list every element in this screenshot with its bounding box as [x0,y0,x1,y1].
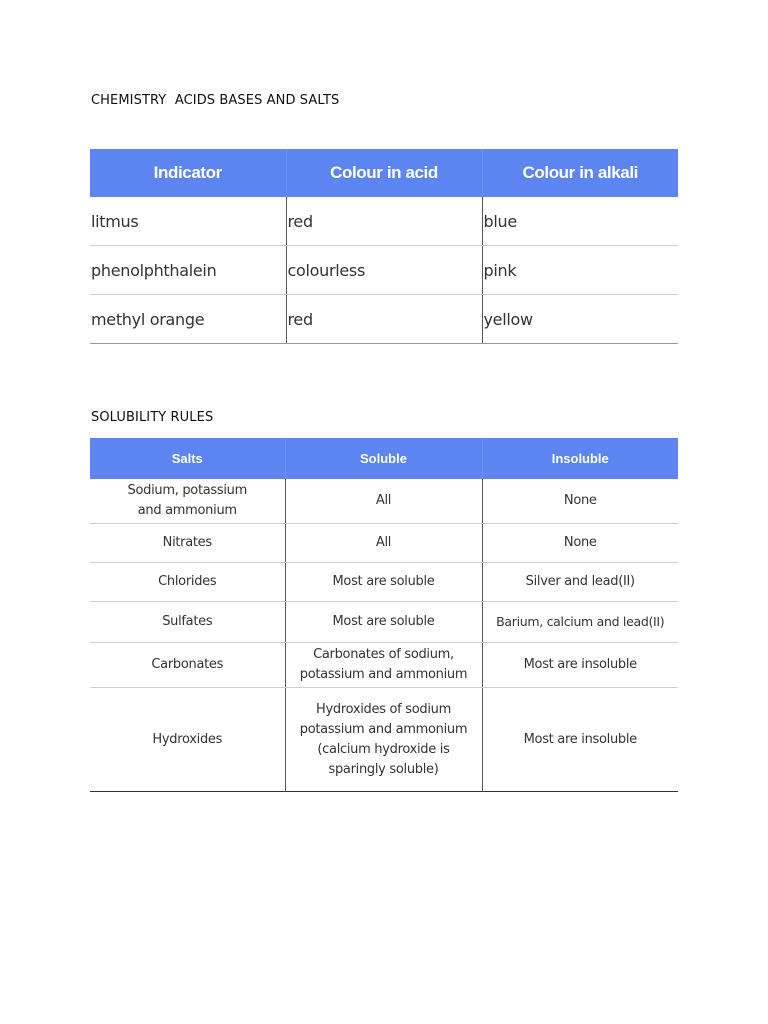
table-cell: Chlorides [90,563,285,602]
table-cell: methyl orange [90,295,286,344]
header-colour-in-alkali: Colour in alkali [482,149,678,197]
table-cell: Sodium, potassium and ammonium [90,479,285,524]
table-cell: litmus [90,197,286,246]
table-cell: None [482,479,678,524]
indicator-table [90,149,678,344]
table-row [90,643,678,688]
table-cell: Most are soluble [285,563,482,602]
table-cell: Most are soluble [285,602,482,643]
solubility-table [90,438,678,792]
table-cell: None [482,524,678,563]
table-cell: red [286,295,482,344]
table-row [90,479,678,524]
table-cell: Carbonates of sodium, potassium and ammonium [285,643,482,688]
table-cell: Barium, calcium and lead(II) [482,602,678,643]
table-cell: pink [482,246,678,295]
table-row [90,246,678,295]
table-cell: phenolphthalein [90,246,286,295]
table-cell: yellow [482,295,678,344]
table-row [90,563,678,602]
table-row [90,295,678,344]
header-salts: Salts [90,438,285,479]
table-cell: Most are insoluble [482,688,678,792]
section-heading: SOLUBILITY RULES [91,410,214,425]
table-row [90,688,678,792]
header-indicator: Indicator [90,149,286,197]
header-soluble: Soluble [285,438,482,479]
table-cell: All [285,524,482,563]
table-row [90,197,678,246]
table-header-row [90,149,678,197]
table-row [90,524,678,563]
table-cell: Hydroxides [90,688,285,792]
table-cell: red [286,197,482,246]
table-cell: blue [482,197,678,246]
table-cell: Carbonates [90,643,285,688]
header-insoluble: Insoluble [482,438,678,479]
table-cell: Most are insoluble [482,643,678,688]
header-colour-in-acid: Colour in acid [286,149,482,197]
table-cell: All [285,479,482,524]
page-title: CHEMISTRY ACIDS BASES AND SALTS [91,93,340,108]
table-row [90,602,678,643]
table-cell: Sulfates [90,602,285,643]
table-header-row [90,438,678,479]
table-cell: colourless [286,246,482,295]
table-cell: Silver and lead(II) [482,563,678,602]
table-cell: Hydroxides of sodium potassium and ammonium (calcium hydroxide is sparingly soluble) [285,688,482,792]
table-cell: Nitrates [90,524,285,563]
